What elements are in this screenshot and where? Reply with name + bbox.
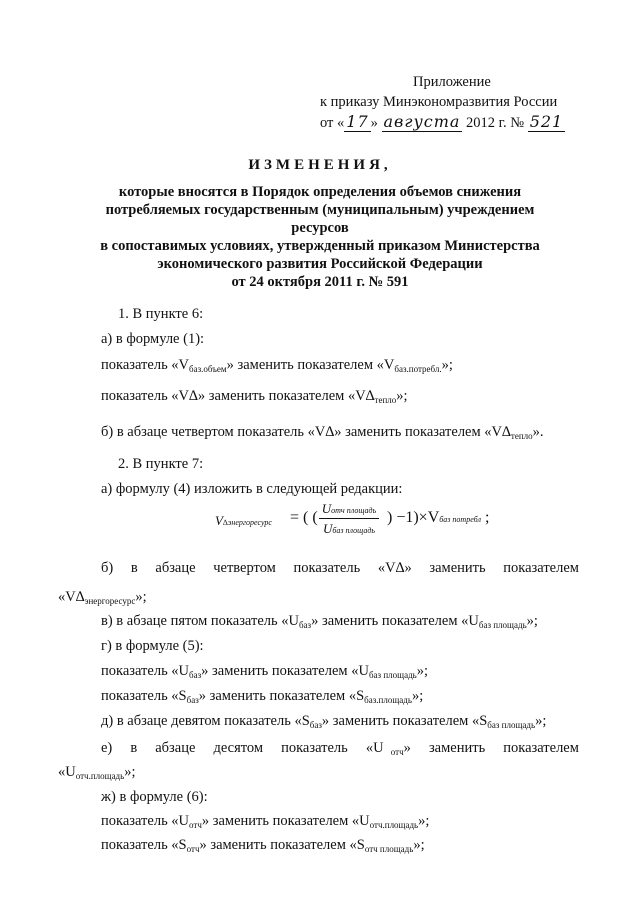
item1-a-label: а) в формуле (1): — [101, 331, 205, 347]
item2-g1: показатель «$U_{баз}$» заменить показателем «$U_{баз площадь}$»; — [101, 663, 429, 680]
item2-zh-label: ж) в формуле (6): — [101, 789, 208, 805]
item2-d: д) в абзаце девятом показатель «$S_{баз}$» заменить показателем «$S_{баз площадь}$»; — [101, 713, 547, 730]
annex-date-line — [320, 112, 610, 133]
item2-b: б) в абзаце четвертом показатель «V∆» заменить показателем — [101, 560, 579, 576]
handwritten-day: 17 — [346, 112, 369, 131]
item2-zh2: показатель «$S_{отч}$» заменить показателем «$S_{отч площадь}$»; — [101, 837, 425, 854]
subtitle-line: в сопоставимых условиях, утвержденный приказом Министерства — [100, 238, 540, 254]
item2-g-label: г) в формуле (5): — [101, 638, 204, 654]
item2-a-label: а) формулу (4) изложить в следующей редакции: — [101, 481, 403, 497]
document-subtitle — [90, 183, 550, 291]
formula-4 — [215, 500, 515, 540]
subtitle-line: от 24 октября 2011 г. № 591 — [231, 274, 409, 290]
item2-e-cont: «$U_{отч.площадь}$»; — [58, 764, 136, 781]
item2-b-cont: «$V\Delta_{энергоресурс}$»; — [58, 589, 147, 606]
annex-title: Приложение — [413, 74, 491, 90]
handwritten-number: 521 — [529, 112, 564, 131]
formula-rhs: ) −1)×Vбаз потребл ; — [387, 509, 490, 526]
item1-heading: 1. В пункте 6: — [118, 306, 204, 322]
subtitle-line: потребляемых государственным (муниципальным) учреждением ресурсов — [105, 202, 535, 236]
item2-zh1: показатель «$U_{отч}$» заменить показателем «$U_{отч.площадь}$»; — [101, 813, 430, 830]
item1-b: б) в абзаце четвертом показатель «V∆» заменить показателем «$V\Delta_{тепло}$». — [101, 424, 544, 441]
item2-e: е) в абзаце десятом показатель «U $_{отч}$» заменить показателем — [101, 740, 579, 757]
item1-a2: показатель «V∆» заменить показателем «$V\Delta_{тепло}$»; — [101, 388, 408, 405]
handwritten-month: августа — [383, 112, 461, 131]
annex-block — [320, 72, 610, 133]
formula-open: = ( ( — [290, 509, 318, 526]
annex-order-ref: к приказу Минэкономразвития России — [320, 94, 558, 110]
item2-g2: показатель «$S_{баз}$» заменить показателем «$S_{баз.площадь}$»; — [101, 688, 424, 705]
date-quote: » — [370, 115, 378, 131]
year-number-label: 2012 г. № — [466, 115, 525, 131]
item2-v: в) в абзаце пятом показатель «$U_{баз}$» заменить показателем «$U_{баз площадь}$»; — [101, 613, 538, 630]
document-title: ИЗМЕНЕНИЯ, — [248, 157, 392, 173]
subtitle-line: экономического развития Российской Федерации — [157, 256, 483, 272]
formula-lhs: V∆энергоресурс — [215, 513, 272, 528]
date-prefix: от « — [320, 115, 345, 131]
formula-fraction: Uотч площадь Uбаз площадь — [319, 501, 379, 537]
item1-a1: показатель «$V_{баз.объем}$» заменить показателем «$V_{баз.потребл.}$»; — [101, 357, 453, 374]
subtitle-line: которые вносятся в Порядок определения объемов снижения — [118, 184, 522, 200]
item2-heading: 2. В пункте 7: — [118, 456, 204, 472]
